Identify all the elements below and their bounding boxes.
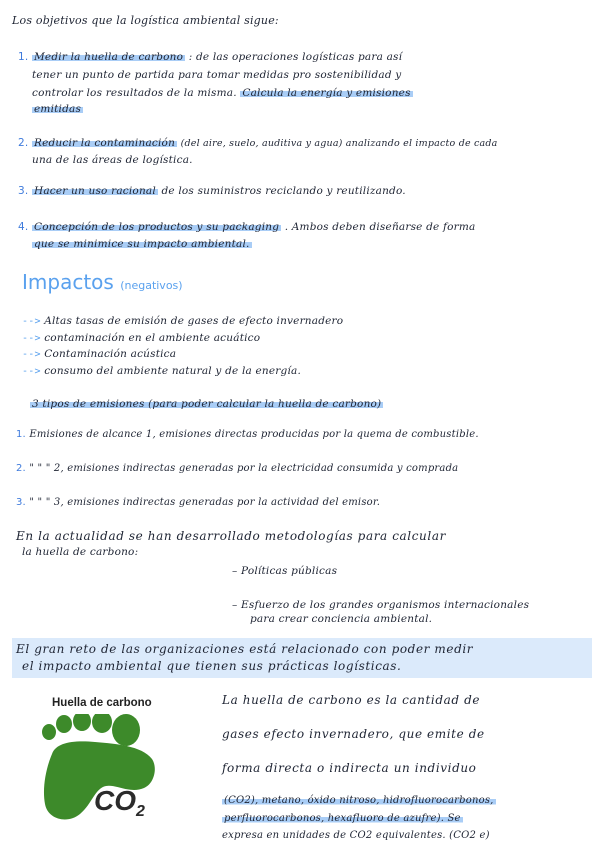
objective-4-line-1 [18, 220, 475, 234]
methods-bullet-1: – Políticas públicas [232, 565, 338, 577]
objective-1-highlight-2: Calcula la energía y emisiones [242, 87, 411, 99]
emission-3-number: 3. [16, 497, 26, 508]
impact-item-3 [22, 347, 176, 362]
carbon-footprint-icon [40, 714, 160, 824]
challenge-line-1: El gran reto de las organizaciones está relacionado con poder medir [16, 642, 474, 656]
definition-line-5 [222, 812, 463, 826]
impact-item-1-text: Altas tasas de emisión de gases de efecto invernadero [44, 315, 344, 327]
logo-title: Huella de carbono [52, 697, 152, 709]
methods-bullet-2b: para crear conciencia ambiental. [250, 613, 433, 625]
challenge-line-2: el impacto ambiental que tienen sus prácticas logísticas. [22, 659, 402, 673]
objective-4-highlight: Concepción de los productos y su packaging [33, 221, 280, 233]
arrow-icon: --> [22, 366, 41, 377]
impacts-subtitle: (negativos) [120, 279, 183, 292]
objective-1-line-2: tener un punto de partida para tomar medidas pro sostenibilidad y [32, 69, 402, 81]
objective-4-number: 4. [18, 221, 29, 233]
definition-line-1: La huella de carbono es la cantidad de [222, 693, 481, 707]
impacts-title [22, 270, 183, 294]
impact-item-1 [22, 314, 343, 329]
intro-heading: Los objetivos que la logística ambiental sigue: [12, 14, 279, 27]
emission-2-number: 2. [16, 463, 26, 474]
definition-line-4-text: (CO2), metano, óxido nitroso, hidrofluorocarbonos, [224, 795, 494, 806]
emission-item-1 [16, 428, 479, 442]
co2-label: $CO_2$ [94, 785, 145, 820]
emission-2-text: " " " 2, emisiones indirectas generadas por la electricidad consumida y comprada [29, 463, 459, 474]
objective-3-text: de los suministros reciclando y reutilizando. [161, 185, 406, 197]
objective-2-line-2: una de las áreas de logística. [32, 154, 193, 166]
objective-2-line-1 [18, 136, 498, 151]
definition-line-4 [222, 794, 496, 808]
impact-item-3-text: Contaminación acústica [44, 348, 177, 360]
emission-1-text: Emisiones de alcance 1, emisiones directas producidas por la quema de combustible. [29, 429, 479, 440]
objective-3-highlight: Hacer un uso racional [33, 185, 156, 197]
emission-3-text: " " " 3, emisiones indirectas generadas por la actividad del emisor. [29, 497, 381, 508]
objective-4-line-2 [32, 237, 252, 251]
objective-2-number: 2. [18, 137, 29, 149]
arrow-icon: --> [22, 333, 41, 344]
objective-1-line-4 [32, 102, 83, 116]
objective-1-highlight-3: emitidas [34, 103, 82, 115]
definition-line-3: forma directa o indirecta un individuo [222, 761, 477, 775]
objective-1-highlight: Medir la huella de carbono [33, 51, 184, 63]
objective-1-number: 1. [18, 51, 29, 63]
impact-item-2 [22, 331, 260, 346]
arrow-icon: --> [22, 349, 41, 360]
objective-2-text-a: (del aire, suelo, auditiva y agua) analizando el impacto de cada [180, 138, 498, 149]
objective-3-number: 3. [18, 185, 29, 197]
emission-item-3 [16, 496, 380, 510]
impacts-title-text: Impactos [22, 270, 114, 294]
objective-1-line-1 [18, 50, 402, 64]
emission-item-2 [16, 462, 458, 476]
objective-2-highlight: Reducir la contaminación [33, 137, 176, 149]
objective-1-text-a: : de las operaciones logísticas para así [188, 51, 403, 63]
impact-item-4-text: consumo del ambiente natural y de la energía. [44, 365, 301, 377]
definition-line-5-text: perfluorocarbonos, hexafluoro de azufre). Se [224, 813, 461, 824]
methods-line-1: En la actualidad se han desarrollado metodologías para calcular [16, 529, 446, 543]
methods-line-2: la huella de carbono: [22, 546, 139, 558]
definition-line-6: expresa en unidades de CO2 equivalentes. (CO2 e) [222, 830, 490, 841]
emission-1-number: 1. [16, 429, 26, 440]
objective-1-line-3 [32, 86, 413, 100]
emissions-header-text: 3 tipos de emisiones (para poder calcular la huella de carbono) [32, 398, 382, 410]
impact-item-4 [22, 364, 301, 379]
objective-4-text-b: que se minimice su impacto ambiental. [34, 238, 250, 250]
methods-bullet-2a: – Esfuerzo de los grandes organismos internacionales [232, 599, 530, 611]
definition-line-2: gases efecto invernadero, que emite de [222, 727, 485, 741]
emissions-header [30, 397, 383, 411]
objective-4-text-a: . Ambos deben diseñarse de forma [284, 221, 476, 233]
objective-3-line [18, 184, 406, 198]
objective-1-text-c: controlar los resultados de la misma. [32, 87, 237, 99]
impact-item-2-text: contaminación en el ambiente acuático [44, 332, 261, 344]
arrow-icon: --> [22, 316, 41, 327]
